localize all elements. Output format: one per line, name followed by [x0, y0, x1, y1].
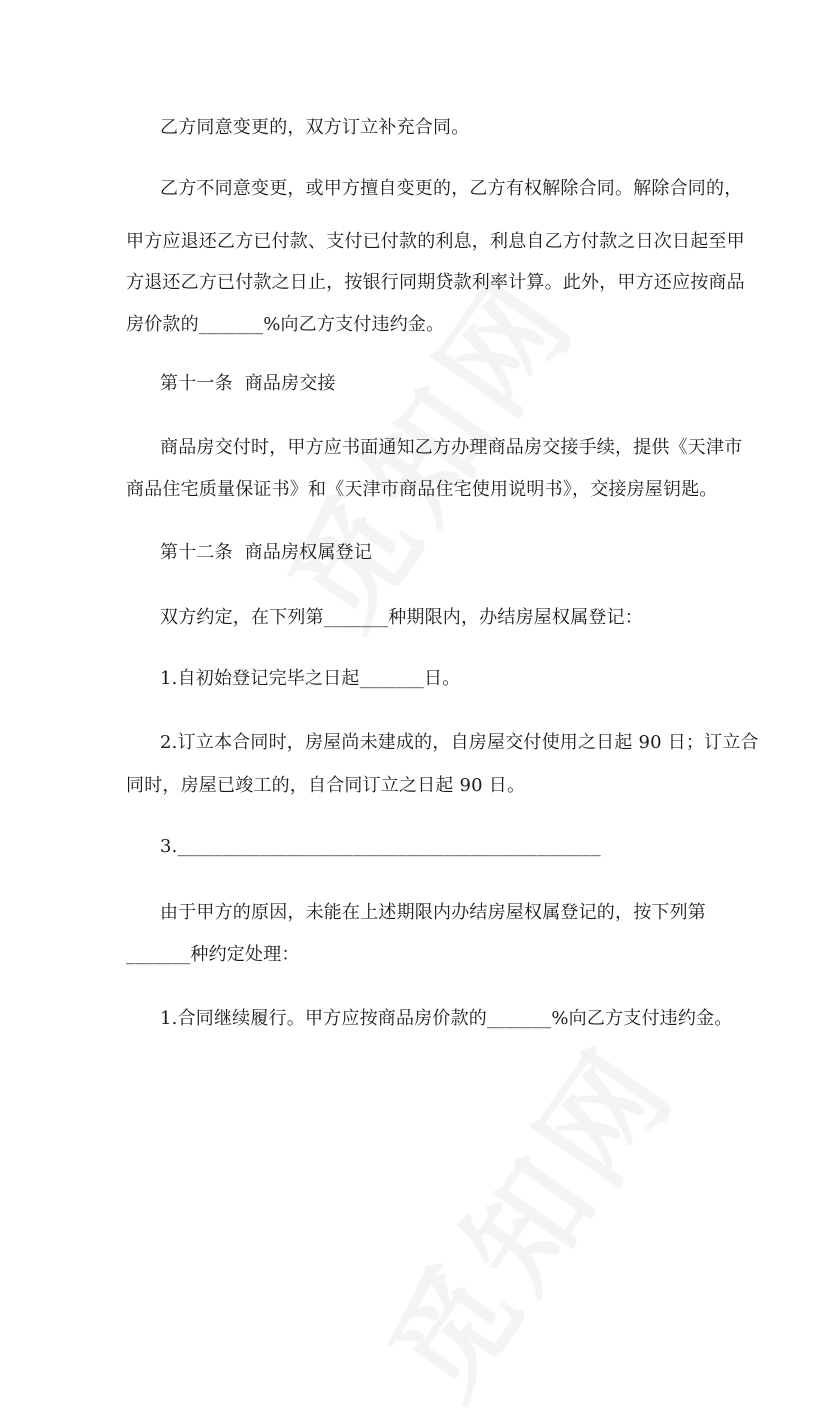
list-item-delay-option-1: 1.合同继续履行。甲方应按商品房价款的_______%向乙方支付违约金。 — [160, 1008, 733, 1029]
paragraph-termination-line-1: 乙方不同意变更，或甲方擅自变更的，乙方有权解除合同。解除合同的， — [160, 178, 743, 199]
paragraph-termination-line-3: 方退还乙方已付款之日止，按银行同期贷款利率计算。此外，甲方还应按商品 — [126, 272, 745, 293]
list-item-option-2-line-1: 2.订立本合同时，房屋尚未建成的，自房屋交付使用之日起 90 日；订立合 — [160, 732, 759, 753]
paragraph-supplementary-contract: 乙方同意变更的，双方订立补充合同。 — [160, 117, 470, 138]
paragraph-delay-line-2: _______种约定处理： — [126, 944, 300, 965]
list-item-option-3: 3.______________________________________________ — [160, 836, 601, 857]
watermark — [343, 1007, 708, 1425]
paragraph-handover-line-1: 商品房交付时，甲方应书面通知乙方办理商品房交接手续，提供《天津市 — [160, 437, 743, 458]
list-item-option-2-line-2: 同时，房屋已竣工的，自合同订立之日起 90 日。 — [126, 775, 526, 796]
article-11-heading: 第十一条 商品房交接 — [160, 373, 336, 394]
list-item-option-1: 1.自初始登记完毕之日起_______日。 — [160, 668, 461, 689]
paragraph-delay-line-1: 由于甲方的原因，未能在上述期限内办结房屋权属登记的，按下列第 — [160, 902, 706, 923]
paragraph-registration-agreement: 双方约定，在下列第_______种期限内，办结房屋权属登记： — [160, 607, 643, 628]
paragraph-termination-line-2: 甲方应退还乙方已付款、支付已付款的利息，利息自乙方付款之日次日起至甲 — [126, 231, 745, 252]
paragraph-termination-line-4: 房价款的_______%向乙方支付违约金。 — [126, 314, 445, 335]
article-12-heading: 第十二条 商品房权属登记 — [160, 542, 373, 563]
paragraph-handover-line-2: 商品住宅质量保证书》和《天津市商品住宅使用说明书》，交接房屋钥匙。 — [126, 479, 718, 500]
